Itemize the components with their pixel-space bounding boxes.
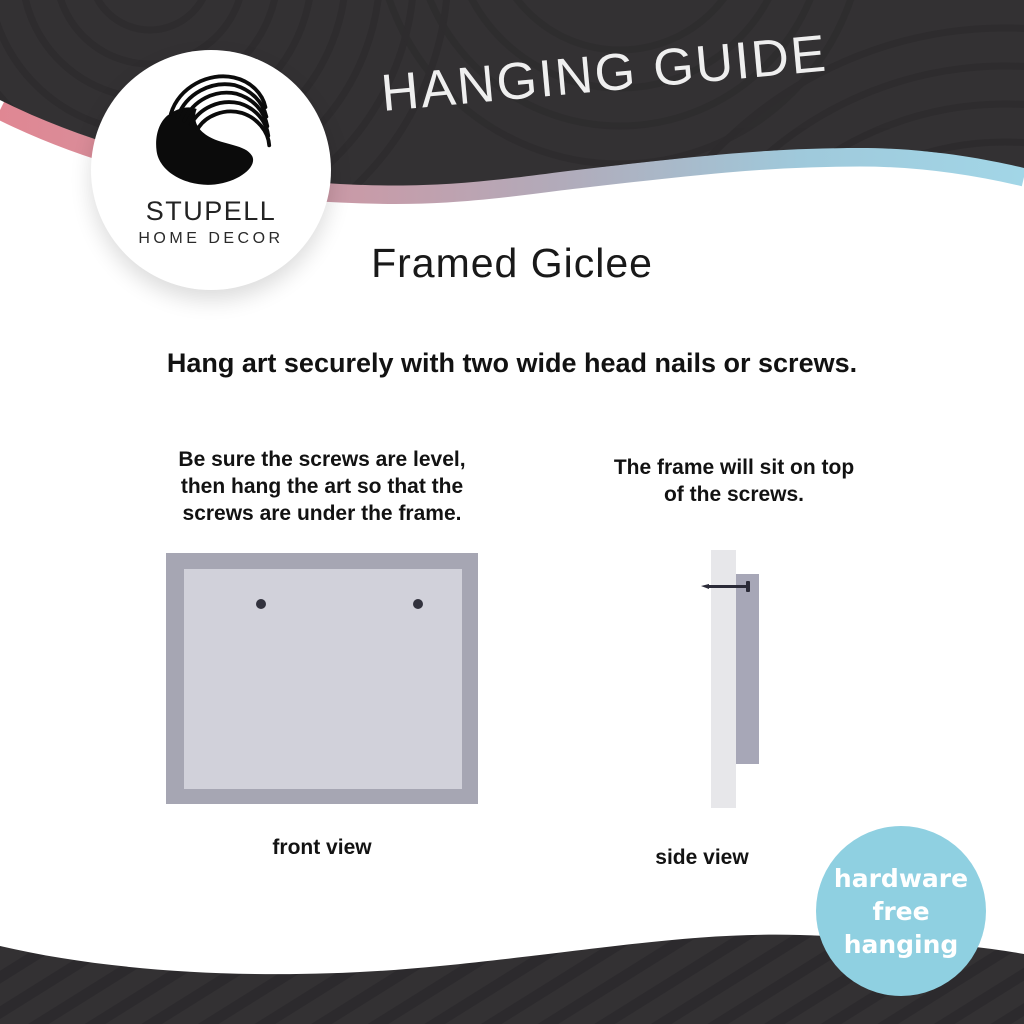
brand-tagline: HOME DECOR (138, 230, 284, 247)
intro-text: Hang art securely with two wide head nails or screws. (166, 348, 858, 378)
front-view-diagram (166, 553, 478, 804)
nail-tip-icon (701, 584, 709, 589)
front-instruction-line: then hang the art so that the (180, 475, 464, 498)
side-view-caption: side view (655, 846, 749, 869)
nail-icon (708, 585, 748, 588)
side-instruction-line: The frame will sit on top (613, 456, 855, 479)
side-instruction (534, 454, 934, 508)
page-title: HANGING GUIDE (378, 24, 830, 124)
badge-line: hanging (843, 929, 959, 959)
screw-dot-right (413, 599, 423, 609)
screw-dot-left (256, 599, 266, 609)
hardware-free-badge (816, 826, 986, 996)
side-instruction-line: of the screws. (663, 483, 805, 506)
side-view-frame-bar (736, 574, 759, 764)
front-instruction-line: screws are under the frame. (182, 502, 462, 525)
side-view-wall-bar (711, 550, 736, 808)
front-view-caption: front view (272, 836, 372, 859)
nail-head-icon (746, 581, 750, 592)
brand-logo-circle (91, 50, 331, 290)
brand-name: STUPELL (145, 196, 277, 226)
front-instruction (92, 446, 552, 527)
stupell-s-icon (142, 68, 280, 194)
front-instruction-line: Be sure the screws are level, (178, 448, 466, 471)
badge-line: hardware (833, 863, 969, 893)
badge-line: free (872, 896, 930, 926)
frame-inner-panel (184, 569, 462, 789)
product-title: Framed Giclee (371, 240, 653, 286)
